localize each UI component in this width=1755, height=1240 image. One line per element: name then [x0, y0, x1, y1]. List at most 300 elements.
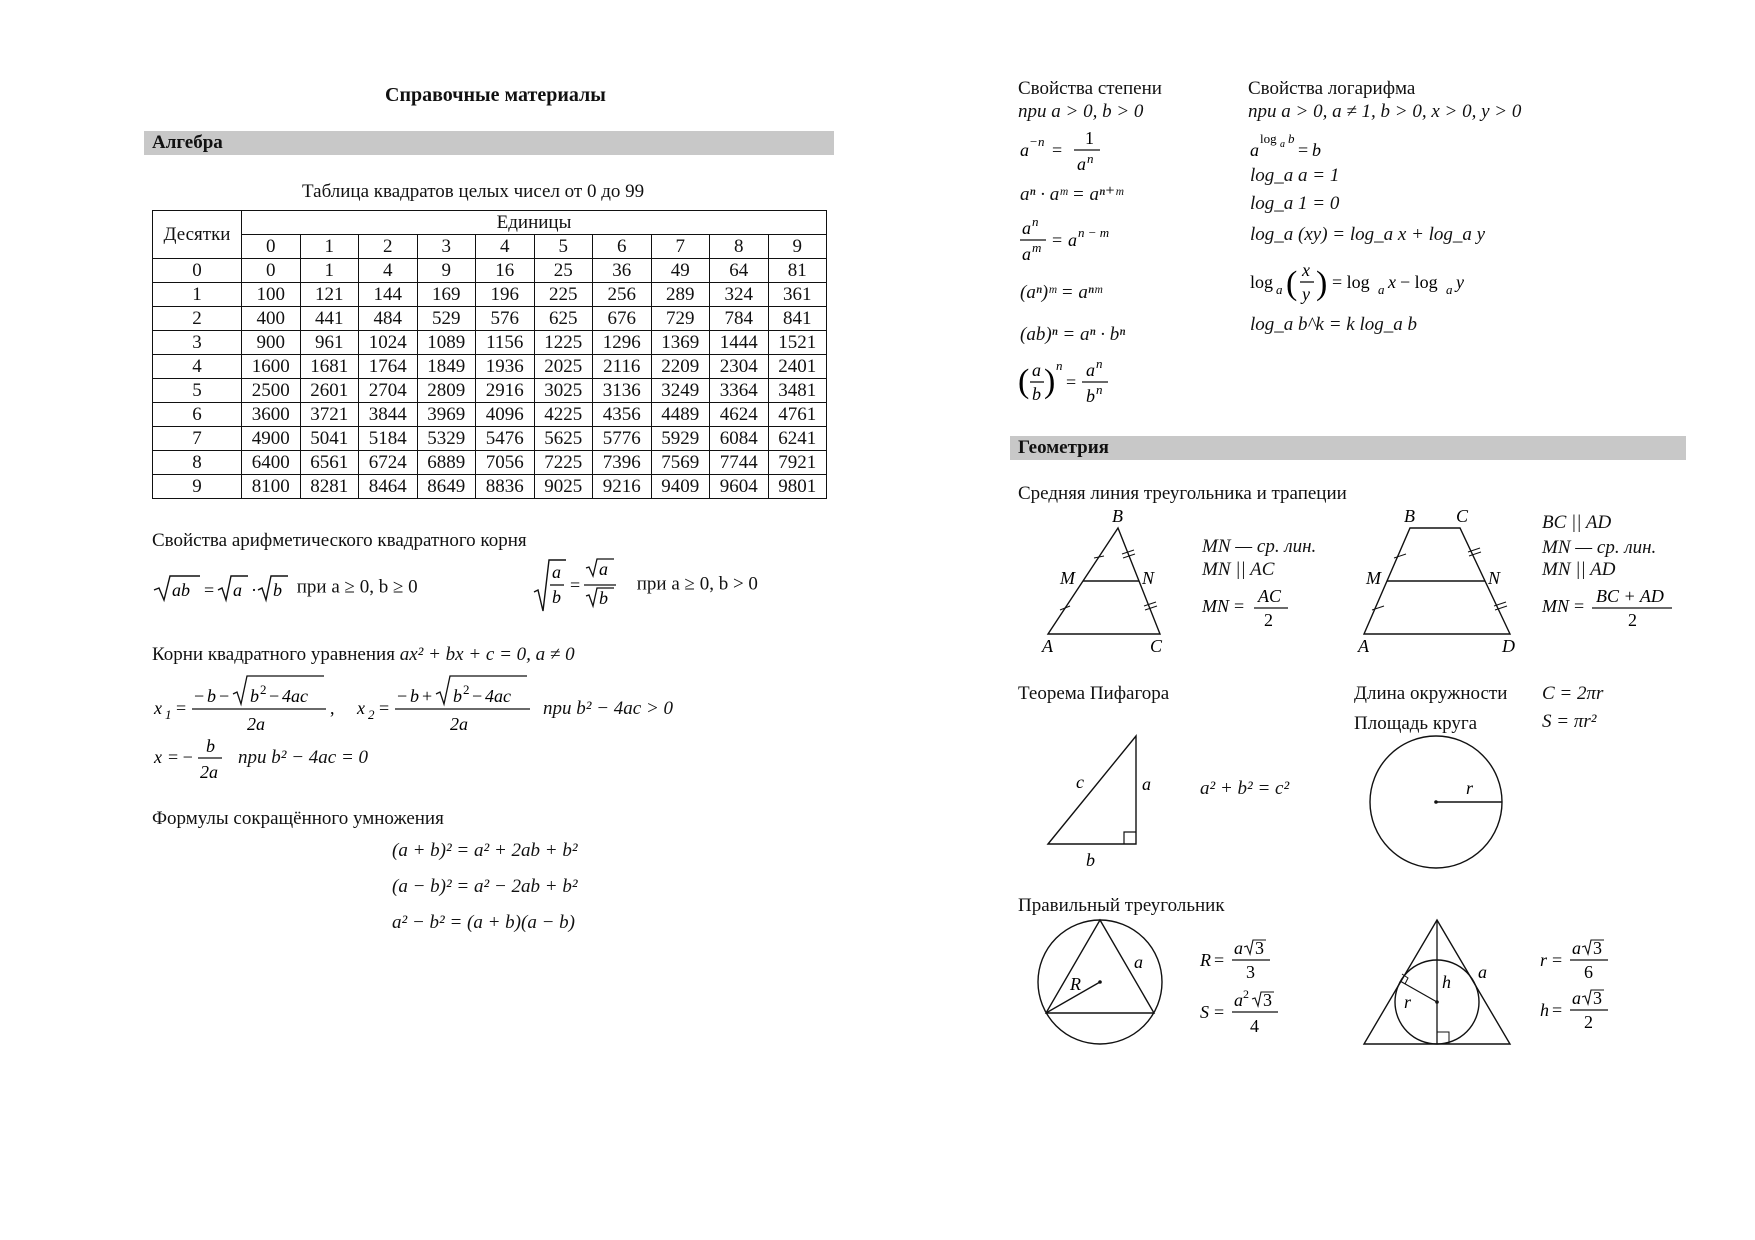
square-cell: 81 [768, 259, 827, 283]
units-header-cell: 1 [300, 235, 359, 259]
svg-text:a: a [1378, 282, 1385, 297]
square-cell: 0 [242, 259, 301, 283]
svg-text:2: 2 [1264, 610, 1273, 630]
svg-text:2: 2 [368, 707, 375, 722]
svg-text:=: = [1298, 140, 1309, 160]
square-cell: 5929 [651, 427, 710, 451]
inscribed-triangle-figure [1362, 918, 1512, 1048]
square-cell: 4761 [768, 403, 827, 427]
svg-text:MN: MN [1202, 596, 1229, 616]
svg-text:b: b [1086, 386, 1095, 406]
svg-text:=: = [204, 580, 215, 600]
square-cell: 3844 [359, 403, 418, 427]
svg-text:b: b [1288, 131, 1295, 146]
svg-text:−: − [219, 686, 230, 706]
tens-cell: 7 [153, 427, 242, 451]
abbr-formula-3: a² − b² = (a + b)(a − b) [392, 912, 575, 933]
square-cell: 1296 [593, 331, 652, 355]
svg-text:C: C [1150, 636, 1163, 656]
square-cell: 4489 [651, 403, 710, 427]
table-row [153, 475, 827, 499]
trap-mid-formula-svg [1540, 584, 1680, 630]
svg-text:a: a [1134, 952, 1143, 972]
table-row [153, 355, 827, 379]
svg-text:y: y [1302, 284, 1310, 304]
log-quotient-svg [1248, 254, 1488, 310]
svg-text:a: a [1032, 360, 1041, 380]
square-cell: 100 [242, 283, 301, 307]
sqrt-product-formula [152, 572, 418, 604]
svg-text:=: = [1552, 1000, 1563, 1020]
log-formula-1: log_a a = 1 [1250, 165, 1340, 186]
trapezoid-midline-figure [1352, 506, 1542, 658]
square-cell: 3721 [300, 403, 359, 427]
square-cell: 7225 [534, 451, 593, 475]
svg-text:2: 2 [1584, 1012, 1593, 1032]
svg-text:a: a [1478, 962, 1487, 982]
svg-text:2: 2 [1628, 610, 1637, 630]
logs-condition: при a > 0, a ≠ 1, b > 0, x > 0, y > 0 [1248, 101, 1522, 122]
square-cell: 1936 [476, 355, 535, 379]
square-cell: 2209 [651, 355, 710, 379]
circle-area-caption: Площадь круга [1354, 713, 1478, 734]
square-cell: 289 [651, 283, 710, 307]
square-cell: 9801 [768, 475, 827, 499]
table-row [153, 331, 827, 355]
sqrt-quotient-formula [532, 556, 758, 614]
square-cell: 8649 [417, 475, 476, 499]
svg-text:A: A [1042, 636, 1053, 656]
logs-caption: Свойства логарифма [1248, 78, 1416, 99]
svg-text:b: b [1086, 850, 1095, 870]
square-cell: 361 [768, 283, 827, 307]
square-cell: 400 [242, 307, 301, 331]
page-title: Справочные материалы [385, 84, 606, 106]
square-cell: 324 [710, 283, 769, 307]
svg-text:b: b [1312, 140, 1321, 160]
table-row [153, 427, 827, 451]
square-cell: 3481 [768, 379, 827, 403]
svg-text:3: 3 [1593, 988, 1602, 1008]
svg-text:=: = [1052, 140, 1063, 160]
svg-text:=: = [176, 698, 187, 718]
svg-text:b: b [206, 736, 215, 756]
svg-text:6: 6 [1584, 962, 1593, 982]
abbr-formula-1: (a + b)² = a² + 2ab + b² [392, 840, 578, 861]
square-cell: 9 [417, 259, 476, 283]
sqrt-product-svg [152, 572, 292, 604]
svg-text:=: = [1552, 950, 1563, 970]
svg-text:4: 4 [1250, 1016, 1259, 1036]
tri-mid-note-2: MN || AC [1202, 559, 1275, 580]
svg-text:a: a [1022, 244, 1031, 264]
square-cell: 5184 [359, 427, 418, 451]
svg-text:a: a [1280, 139, 1285, 150]
tens-cell: 1 [153, 283, 242, 307]
svg-text:R: R [1200, 950, 1211, 970]
square-cell: 625 [534, 307, 593, 331]
square-cell: 6241 [768, 427, 827, 451]
tens-cell: 0 [153, 259, 242, 283]
svg-text:b: b [250, 686, 259, 706]
tens-cell: 8 [153, 451, 242, 475]
square-cell: 3969 [417, 403, 476, 427]
svg-text:=: = [1052, 230, 1063, 250]
square-cell: 841 [768, 307, 827, 331]
svg-text:): ) [1316, 265, 1328, 302]
svg-text:c: c [1076, 772, 1084, 792]
square-cell: 441 [300, 307, 359, 331]
svg-text:+: + [422, 686, 433, 706]
tens-cell: 9 [153, 475, 242, 499]
square-cell: 8100 [242, 475, 301, 499]
circle-length-formula: C = 2πr [1542, 683, 1604, 704]
units-header-cell: 8 [710, 235, 769, 259]
square-cell: 1156 [476, 331, 535, 355]
svg-text:b: b [552, 587, 561, 607]
svg-text:− log: − log [1400, 272, 1438, 292]
svg-text:M: M [1366, 568, 1381, 588]
svg-text:·: · [251, 580, 257, 600]
regular-triangle-caption: Правильный треугольник [1018, 895, 1225, 916]
svg-text:a: a [1086, 360, 1095, 380]
square-cell: 4 [359, 259, 418, 283]
table-row [153, 379, 827, 403]
square-cell: 1521 [768, 331, 827, 355]
midline-caption: Средняя линия треугольника и трапеции [1018, 483, 1347, 504]
geometry-header: Геометрия [1010, 436, 1686, 460]
svg-text:b: b [599, 588, 608, 608]
svg-text:b: b [273, 580, 282, 600]
power-fraction-svg [1018, 354, 1148, 414]
square-cell: 8464 [359, 475, 418, 499]
trap-mid-note-2: MN — ср. лин. [1542, 537, 1657, 558]
svg-text:2a: 2a [247, 714, 265, 734]
square-cell: 7569 [651, 451, 710, 475]
svg-text:−: − [472, 686, 483, 706]
svg-text:n: n [1096, 356, 1103, 371]
log-formula-2: log_a 1 = 0 [1250, 193, 1340, 214]
square-cell: 2916 [476, 379, 535, 403]
log-identity-svg [1248, 128, 1368, 162]
svg-text:A: A [1358, 636, 1369, 656]
powers-condition: при a > 0, b > 0 [1018, 101, 1144, 122]
tri-mid-note-1: MN — ср. лин. [1202, 536, 1317, 557]
square-cell: 676 [593, 307, 652, 331]
table-row [153, 307, 827, 331]
svg-text:n: n [1038, 134, 1045, 149]
triangle-midline-figure [1030, 506, 1200, 658]
square-cell: 7056 [476, 451, 535, 475]
square-cell: 3364 [710, 379, 769, 403]
square-cell: 6084 [710, 427, 769, 451]
svg-text:BC + AD: BC + AD [1596, 586, 1664, 606]
svg-text:log: log [1250, 272, 1274, 292]
svg-text:h: h [1442, 972, 1451, 992]
svg-text:C: C [1456, 506, 1469, 526]
square-cell: 7744 [710, 451, 769, 475]
svg-text:(: ( [1018, 363, 1030, 400]
circle-figure [1368, 734, 1508, 870]
square-cell: 4225 [534, 403, 593, 427]
svg-text:a: a [1276, 282, 1283, 297]
svg-text:a: a [1250, 140, 1259, 160]
table-row [153, 259, 827, 283]
square-cell: 5776 [593, 427, 652, 451]
svg-text:a: a [599, 559, 608, 579]
square-cell: 576 [476, 307, 535, 331]
square-cell: 1 [300, 259, 359, 283]
square-cell: 25 [534, 259, 593, 283]
svg-text:1: 1 [1085, 128, 1094, 148]
svg-text:x: x [154, 698, 162, 718]
svg-text:−: − [1030, 134, 1038, 149]
square-cell: 9216 [593, 475, 652, 499]
svg-text:x: x [154, 747, 162, 767]
svg-text:a: a [1234, 990, 1243, 1010]
right-triangle-figure [1040, 726, 1160, 872]
svg-text:n: n [1087, 151, 1094, 166]
quadratic-caption [152, 644, 575, 666]
square-cell: 7396 [593, 451, 652, 475]
square-cell: 5041 [300, 427, 359, 451]
quadratic-condition-1: при b² − 4ac > 0 [543, 698, 674, 719]
tens-header: Десятки [153, 211, 242, 259]
svg-text:a: a [1572, 988, 1581, 1008]
squares-table-caption: Таблица квадратов целых чисел от 0 до 99 [302, 181, 645, 202]
svg-text:=: = [1066, 372, 1077, 392]
quadratic-caption-text: Корни квадратного уравнения [152, 644, 395, 665]
power-power-formula: (aⁿ)ᵐ = aⁿᵐ [1020, 282, 1102, 303]
svg-text:n − m: n − m [1078, 225, 1110, 240]
square-cell: 1225 [534, 331, 593, 355]
svg-text:y: y [1456, 272, 1464, 292]
square-cell: 1849 [417, 355, 476, 379]
units-header-cell: 5 [534, 235, 593, 259]
svg-text:a: a [1446, 282, 1453, 297]
algebra-header: Алгебра [144, 131, 834, 155]
square-cell: 9604 [710, 475, 769, 499]
square-cell: 1024 [359, 331, 418, 355]
svg-text:R: R [1070, 974, 1081, 994]
svg-text:−: − [397, 686, 408, 706]
svg-text:(: ( [1286, 265, 1298, 302]
circumscribed-triangle-figure [1036, 918, 1166, 1046]
square-cell: 8836 [476, 475, 535, 499]
square-cell: 1764 [359, 355, 418, 379]
svg-text:n: n [1096, 382, 1103, 397]
powers-caption: Свойства степени [1018, 78, 1162, 99]
square-cell: 4096 [476, 403, 535, 427]
units-header-cell: 2 [359, 235, 418, 259]
svg-text:log: log [1260, 131, 1277, 146]
svg-text:=: = [570, 575, 581, 595]
sqrt-condition-1: при a ≥ 0, b ≥ 0 [296, 576, 418, 598]
square-cell: 16 [476, 259, 535, 283]
svg-text:AC: AC [1258, 586, 1282, 606]
square-cell: 5329 [417, 427, 476, 451]
circumradius-formulas-svg [1198, 932, 1288, 1040]
svg-text:a: a [1022, 218, 1031, 238]
units-header-cell: 9 [768, 235, 827, 259]
units-header-cell: 6 [593, 235, 652, 259]
svg-text:2a: 2a [200, 762, 218, 782]
quadratic-equation: ax² + bx + c = 0, a ≠ 0 [399, 644, 575, 665]
svg-text:4ac: 4ac [485, 686, 511, 706]
svg-text:D: D [1502, 636, 1515, 656]
svg-text:M: M [1060, 568, 1075, 588]
tri-mid-formula-svg [1200, 584, 1300, 630]
svg-text:x: x [1388, 272, 1396, 292]
square-cell: 6724 [359, 451, 418, 475]
svg-text:2: 2 [260, 682, 267, 697]
svg-text:4ac: 4ac [282, 686, 308, 706]
svg-text:2: 2 [1243, 987, 1249, 1001]
square-cell: 961 [300, 331, 359, 355]
svg-text:3: 3 [1593, 938, 1602, 958]
table-row [153, 403, 827, 427]
table-row [153, 283, 827, 307]
svg-text:r: r [1404, 992, 1412, 1012]
power-quotient-svg [1018, 212, 1148, 268]
svg-text:N: N [1142, 568, 1155, 588]
svg-text:ab: ab [172, 580, 190, 600]
svg-text:h: h [1540, 1000, 1549, 1020]
tens-cell: 3 [153, 331, 242, 355]
square-cell: 4624 [710, 403, 769, 427]
tens-cell: 5 [153, 379, 242, 403]
svg-text:=: = [1214, 1002, 1225, 1022]
square-cell: 1089 [417, 331, 476, 355]
svg-text:a: a [1572, 938, 1581, 958]
square-cell: 169 [417, 283, 476, 307]
sqrt-caption: Свойства арифметического квадратного корня [152, 530, 527, 551]
square-cell: 1444 [710, 331, 769, 355]
units-header-cell: 4 [476, 235, 535, 259]
svg-text:=: = [1214, 950, 1225, 970]
circle-length-caption: Длина окружности [1354, 683, 1508, 704]
square-cell: 144 [359, 283, 418, 307]
abbr-formula-2: (a − b)² = a² − 2ab + b² [392, 876, 578, 897]
pythagoras-formula: a² + b² = c² [1200, 778, 1290, 799]
svg-text:−: − [269, 686, 280, 706]
svg-text:B: B [1404, 506, 1415, 526]
square-cell: 2601 [300, 379, 359, 403]
square-cell: 3249 [651, 379, 710, 403]
tens-cell: 2 [153, 307, 242, 331]
trap-mid-note-1: BC || AD [1542, 512, 1612, 533]
svg-text:N: N [1488, 568, 1501, 588]
log-formula-4: log_a b^k = k log_a b [1250, 314, 1418, 335]
inradius-formulas-svg [1538, 932, 1628, 1036]
svg-text:= −: = − [168, 747, 193, 767]
square-cell: 256 [593, 283, 652, 307]
square-cell: 225 [534, 283, 593, 307]
square-cell: 6561 [300, 451, 359, 475]
square-cell: 1369 [651, 331, 710, 355]
svg-text:3: 3 [1263, 990, 1272, 1010]
quadratic-condition-2: при b² − 4ac = 0 [238, 747, 369, 768]
units-header-cell: 3 [417, 235, 476, 259]
svg-text:m: m [1032, 240, 1042, 255]
svg-text:2: 2 [463, 682, 470, 697]
svg-text:,: , [330, 698, 335, 718]
svg-text:= log: = log [1332, 272, 1370, 292]
square-cell: 1681 [300, 355, 359, 379]
square-cell: 8281 [300, 475, 359, 499]
square-cell: 9409 [651, 475, 710, 499]
square-cell: 4356 [593, 403, 652, 427]
square-cell: 6400 [242, 451, 301, 475]
square-cell: 196 [476, 283, 535, 307]
square-cell: 64 [710, 259, 769, 283]
svg-text:r: r [1540, 950, 1548, 970]
circle-area-formula: S = πr² [1542, 711, 1597, 732]
svg-text:a: a [1142, 774, 1151, 794]
svg-text:n: n [1056, 358, 1063, 373]
units-header: Единицы [242, 211, 827, 235]
tens-cell: 4 [153, 355, 242, 379]
units-header-cell: 7 [651, 235, 710, 259]
square-cell: 3600 [242, 403, 301, 427]
square-cell: 2500 [242, 379, 301, 403]
units-header-cell: 0 [242, 235, 301, 259]
square-cell: 6889 [417, 451, 476, 475]
pythagoras-caption: Теорема Пифагора [1018, 683, 1170, 704]
squares-table [152, 210, 827, 499]
square-cell: 1600 [242, 355, 301, 379]
quadratic-roots-svg [152, 672, 712, 790]
svg-text:b: b [1032, 384, 1041, 404]
sqrt-quotient-svg [532, 556, 632, 614]
tens-cell: 6 [153, 403, 242, 427]
svg-text:a: a [1077, 154, 1086, 174]
svg-text:a: a [1068, 230, 1077, 250]
svg-text:=: = [1574, 596, 1585, 616]
svg-text:=: = [379, 698, 390, 718]
power-ab-formula: (ab)ⁿ = aⁿ · bⁿ [1020, 324, 1126, 345]
square-cell: 3136 [593, 379, 652, 403]
square-cell: 5625 [534, 427, 593, 451]
svg-text:a: a [233, 580, 242, 600]
svg-text:): ) [1044, 363, 1056, 400]
svg-text:a: a [552, 562, 561, 582]
svg-text:b: b [453, 686, 462, 706]
svg-text:3: 3 [1255, 938, 1264, 958]
square-cell: 2809 [417, 379, 476, 403]
svg-text:n: n [1032, 214, 1039, 229]
square-cell: 2401 [768, 355, 827, 379]
trap-mid-note-3: MN || AD [1542, 559, 1616, 580]
svg-text:x: x [1302, 260, 1310, 280]
square-cell: 5476 [476, 427, 535, 451]
svg-text:x: x [357, 698, 365, 718]
square-cell: 36 [593, 259, 652, 283]
svg-text:r: r [1466, 778, 1474, 798]
square-cell: 784 [710, 307, 769, 331]
square-cell: 729 [651, 307, 710, 331]
square-cell: 9025 [534, 475, 593, 499]
power-negative-svg [1018, 126, 1148, 178]
svg-text:B: B [1112, 506, 1123, 526]
sqrt-condition-2: при a ≥ 0, b > 0 [636, 573, 758, 595]
square-cell: 2304 [710, 355, 769, 379]
svg-text:a: a [1234, 938, 1243, 958]
svg-text:b: b [410, 686, 419, 706]
square-cell: 2704 [359, 379, 418, 403]
svg-text:−: − [194, 686, 205, 706]
svg-text:b: b [207, 686, 216, 706]
